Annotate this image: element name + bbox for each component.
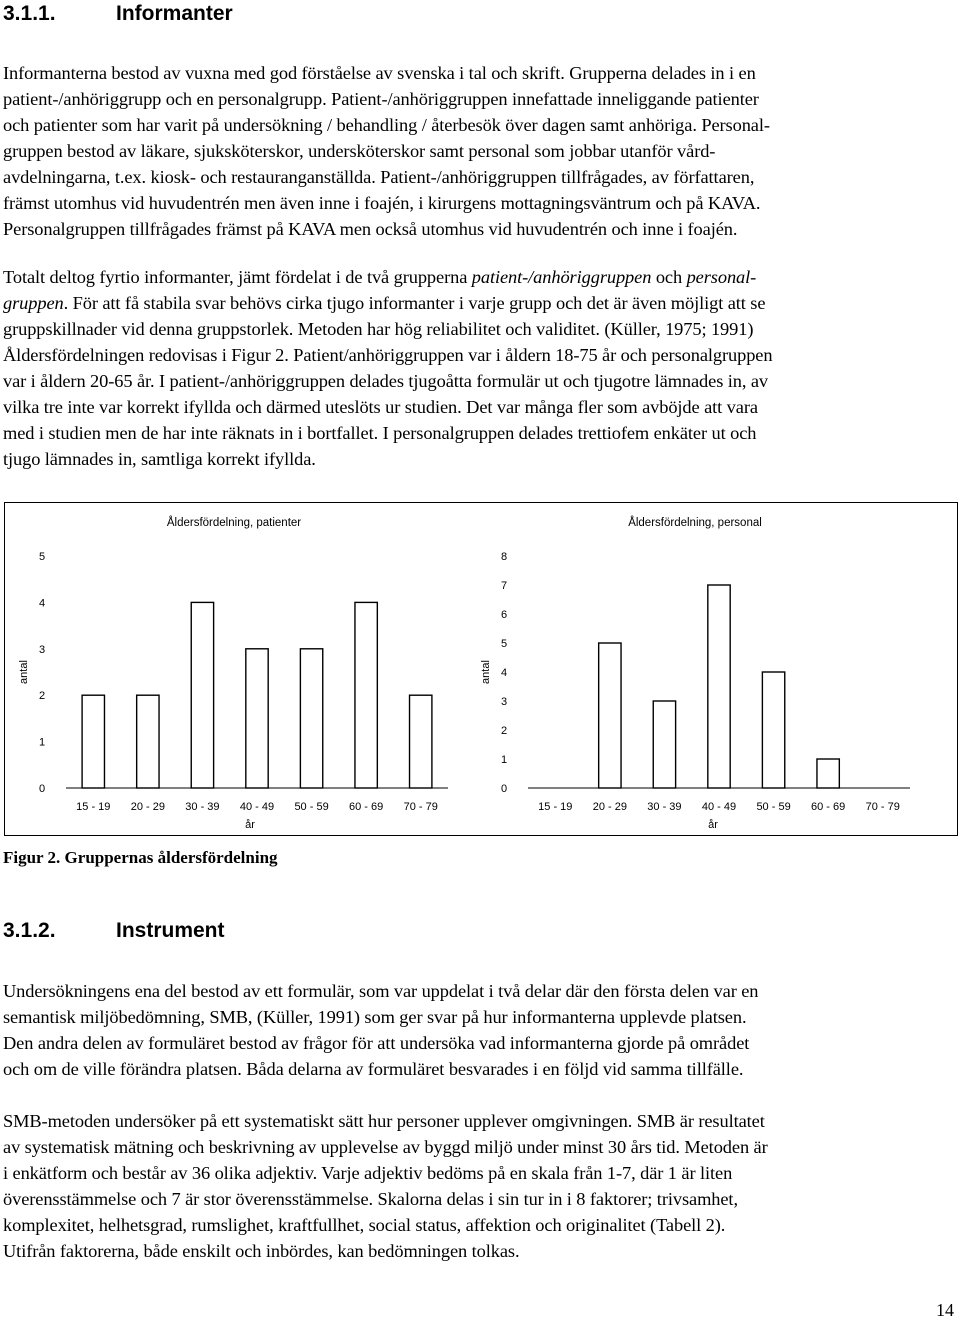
text-line: Informanterna bestod av vuxna med god förståelse av svenska i tal och skrift. Grupperna delades in i en [3, 63, 756, 83]
page-number: 14 [936, 1300, 954, 1320]
section-number: 3.1.1. [3, 2, 56, 25]
bar [82, 695, 104, 788]
x-tick-label: 70 - 79 [865, 801, 900, 813]
x-tick-label: 20 - 29 [592, 801, 627, 813]
text-line: SMB-metoden undersöker på ett systematiskt sätt hur personer upplever omgivningen. SMB är resultatet [3, 1111, 765, 1131]
text-line: av systematisk mätning och beskrivning av upplevelse av byggd miljö under minst 30 års tid. Metoden är [3, 1137, 768, 1157]
y-tick-label: 6 [500, 609, 508, 621]
y-tick-label: 3 [38, 643, 46, 656]
italic-term: personal- [686, 267, 757, 287]
y-axis-label: antal [480, 660, 492, 684]
text-line: överensstämmelse och 7 är stor överensstämmelse. Skalorna delas i sin tur in i 8 faktorer; trivsamhet, [3, 1189, 738, 1209]
bar [599, 643, 621, 788]
x-axis-label: år [708, 819, 718, 831]
text-run: Totalt deltog fyrtio informanter, jämt fördelat i de två grupperna [3, 267, 472, 287]
text-line: främst utomhus vid huvudentrén men även inne i foajén, i kirurgens mottagningsväntrum och på KAVA. [3, 193, 761, 213]
bar [708, 585, 730, 788]
paragraph-instrument-2 [3, 1108, 948, 1264]
text-line: avdelningarna, t.ex. kiosk- och restauranganställda. Patient-/anhöriggruppen tillfrågades, av författaren, [3, 167, 755, 187]
section-heading-instrument [3, 919, 225, 943]
x-tick-label: 40 - 49 [701, 801, 737, 813]
y-tick-label: 7 [500, 580, 508, 592]
bar [355, 602, 377, 788]
text-run: . För att få stabila svar behövs cirka tjugo informanter i varje grupp och det är även möjligt att se [63, 293, 766, 313]
text-line: gruppen bestod av läkare, sjuksköterskor, undersköterskor samt personal som jobbar utanför vård- [3, 141, 716, 161]
section-title: Informanter [116, 2, 233, 25]
figure-caption: Figur 2. Gruppernas åldersfördelning [3, 848, 278, 867]
x-tick-label: 30 - 39 [185, 801, 220, 813]
text-line: Åldersfördelningen redovisas i Figur 2. Patient/anhöriggruppen var i åldern 18-75 år och personalgruppen [3, 345, 773, 365]
x-tick-label: 20 - 29 [130, 801, 165, 813]
age-charts-svg [5, 503, 957, 835]
x-tick-label: 50 - 59 [756, 801, 791, 813]
x-axis-label: år [245, 819, 255, 831]
text-line: och om de ville förändra platsen. Båda delarna av formuläret besvarades i en följd vid samma tillfälle. [3, 1059, 744, 1079]
y-tick-label: 0 [500, 783, 508, 795]
text-line: komplexitet, helhetsgrad, rumslighet, kraftfullhet, social status, affektion och originalitet (Tabell 2). [3, 1215, 726, 1235]
y-tick-label: 8 [500, 551, 508, 563]
figure-age-distribution [4, 502, 958, 836]
x-tick-label: 70 - 79 [403, 801, 438, 813]
chart-title: Åldersfördelning, patienter [166, 517, 302, 529]
x-tick-label: 15 - 19 [76, 801, 111, 813]
bar [246, 649, 268, 788]
section-number: 3.1.2. [3, 919, 56, 942]
y-tick-label: 2 [500, 725, 508, 737]
bar [410, 695, 432, 788]
text-line: vilka tre inte var korrekt ifyllda och därmed uteslöts ur studien. Det var många fler som avböjde att vara [3, 397, 758, 417]
x-tick-label: 60 - 69 [811, 801, 846, 813]
y-tick-label: 3 [500, 696, 508, 708]
text-line: Personalgruppen tillfrågades främst på KAVA men också utomhus vid huvudentrén och inne i foajén. [3, 219, 738, 239]
y-axis-label: antal [18, 660, 30, 684]
text-line: Den andra delen av formuläret bestod av frågor för att undersöka vad informanterna gjorde på området [3, 1033, 750, 1053]
paragraph-informanter-1 [3, 60, 948, 242]
paragraph-informanter-2 [3, 264, 948, 472]
x-tick-label: 15 - 19 [538, 801, 573, 813]
text-line: semantisk miljöbedömning, SMB, (Küller, 1991) som ger svar på hur informanterna upplevde platsen. [3, 1007, 747, 1027]
bar [817, 759, 839, 788]
y-tick-label: 5 [500, 638, 508, 650]
text-line: Utifrån faktorerna, både enskilt och inbördes, kan bedömningen tolkas. [3, 1241, 520, 1261]
text-line: var i åldern 20-65 år. I patient-/anhöriggruppen delades tjugoåtta formulär ut och tjugotre lämnades in, av [3, 371, 769, 391]
section-title: Instrument [116, 919, 225, 942]
y-tick-label: 0 [38, 783, 46, 795]
text-line: med i studien men de har inte räknats in i bortfallet. I personalgruppen delades trettiofem enkäter ut och [3, 423, 757, 443]
text-run: och [651, 267, 687, 287]
section-heading-informanter [3, 2, 233, 26]
y-tick-label: 4 [500, 667, 508, 679]
text-line: gruppskillnader vid denna gruppstorlek. Metoden har hög reliabilitet och validitet. (Küller, 1975; 1991) [3, 319, 754, 339]
text-line [3, 264, 948, 290]
y-tick-label: 1 [500, 754, 508, 766]
bar [762, 672, 784, 788]
paragraph-instrument-1 [3, 978, 948, 1082]
bar [653, 701, 675, 788]
x-tick-label: 40 - 49 [239, 801, 275, 813]
text-line: Undersökningens ena del bestod av ett formulär, som var uppdelat i två delar där den första delen var en [3, 981, 759, 1001]
text-line: i enkätform och består av 36 olika adjektiv. Varje adjektiv bedöms på en skala från 1-7, där 1 är liten [3, 1163, 733, 1183]
bar [191, 602, 213, 788]
italic-term: patient-/anhöriggruppen [471, 267, 652, 287]
y-tick-label: 2 [38, 690, 46, 703]
text-line [3, 290, 948, 316]
bar [300, 649, 322, 788]
y-tick-label: 1 [38, 736, 46, 749]
y-tick-label: 4 [38, 597, 46, 610]
text-line: och patienter som har varit på undersökning / behandling / återbesök över dagen samt anhöriga. Personal- [3, 115, 770, 135]
y-tick-label: 5 [38, 551, 46, 563]
bar [137, 695, 159, 788]
text-line: tjugo lämnades in, samtliga korrekt ifyllda. [3, 449, 316, 469]
chart-title: Åldersfördelning, personal [628, 517, 762, 529]
italic-term: gruppen [3, 293, 64, 313]
x-tick-label: 60 - 69 [349, 801, 384, 813]
x-tick-label: 30 - 39 [647, 801, 682, 813]
text-line: patient-/anhöriggrupp och en personalgrupp. Patient-/anhöriggruppen innefattade inneliggande patienter [3, 89, 759, 109]
x-tick-label: 50 - 59 [294, 801, 329, 813]
chart-patients [18, 516, 448, 831]
chart-personal [480, 516, 910, 831]
